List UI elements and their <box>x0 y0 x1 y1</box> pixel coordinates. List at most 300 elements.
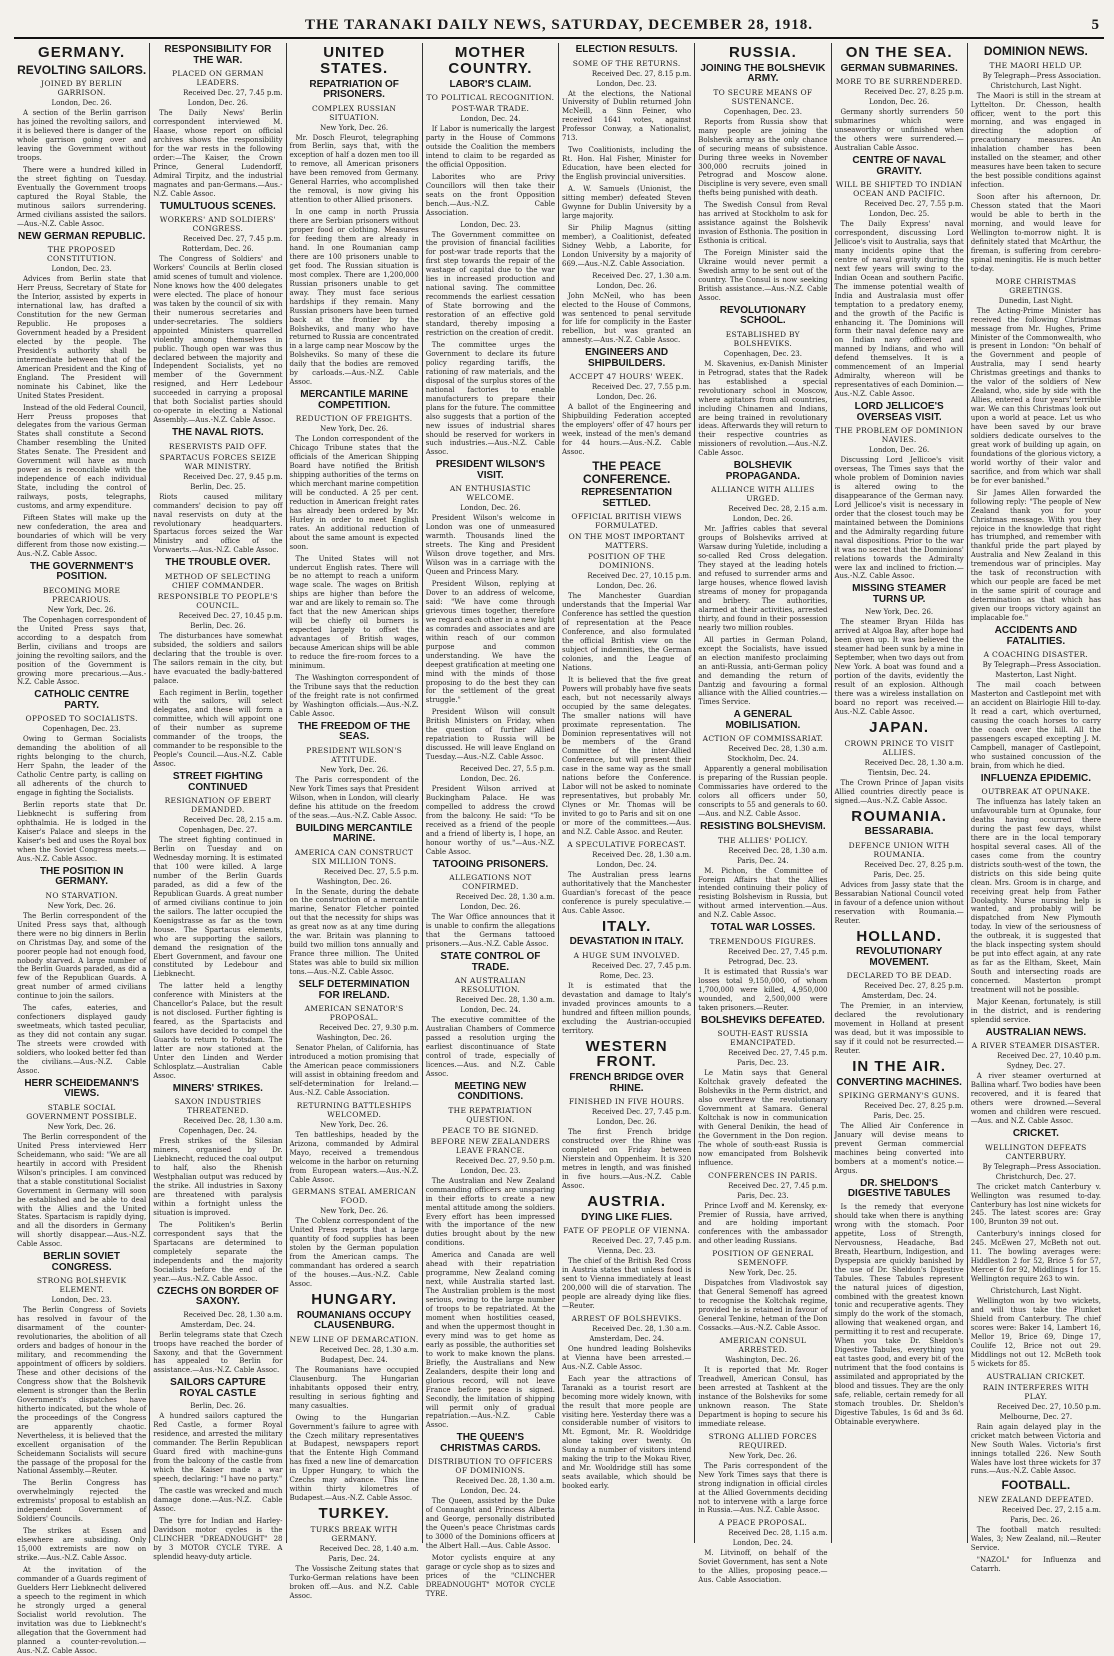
article-paragraph: "NAZOL" for Influenza and Catarrh. <box>970 1555 1101 1573</box>
dateline: London, Dec. 25. <box>868 210 930 219</box>
headline: THE PEACE CONFERENCE. <box>582 459 671 486</box>
article-paragraph: The Copenhagen correspondent of the United Press says that, according to a despatch from Berlin, civilians and troops are joining the revolting sailors, and the position of the Government is growing more precarious.—Aus.-N.Z. Cable Assoc. <box>17 615 147 687</box>
dateline: New York, Dec. 26. <box>320 1207 389 1216</box>
received-line: Received Dec. 27, 9.45 p.m. <box>183 472 283 481</box>
dateline: Paris, Dec. 25. <box>873 1112 925 1121</box>
column-6 <box>695 43 831 1585</box>
article-paragraph: Reports from Russia show that many people are joining the Bolshevik army as the only chance of securing means of subsistence. During three weeks in November 300,000 recruits joined in Petrograd and Moscow alone. Discipline is very severe, even small thefts being punished with death. <box>698 117 828 198</box>
subheadline: COMPLEX RUSSIAN SITUATION. <box>311 103 397 122</box>
headline: BERLIN SOVIET CONGRESS. <box>43 1251 120 1273</box>
subheadline: ESTABLISHED BY BOLSHEVIKS. <box>725 329 800 348</box>
received-line: Received Dec. 28, 1.30 a.m. <box>455 893 555 902</box>
subheadline: RESIGNATION OF EBERT DEMANDED. <box>164 796 272 815</box>
article-paragraph: At the elections, the National University of Dublin returned John McNeill, a Sinn Feiner, who received 1641 votes, against Professor Conway, a Nationalist, 713. <box>562 89 692 143</box>
headline: BOLSHEVIK PROPAGANDA. <box>725 460 800 482</box>
subheadline: ON THE MOST IMPORTANT MATTERS. <box>568 532 685 551</box>
dateline: Petrograd, Dec. 23. <box>728 957 798 966</box>
received-line: Received Dec. 27, 8.15 p.m. <box>591 69 692 78</box>
article-paragraph: M. Pichon, the Committee of Foreign Affairs that the Allies intended continuing their policy of resisting Bolshevism in Russia, but without armed intervention.—Aus. and N.Z. Cable Assoc. <box>698 866 828 920</box>
received-line: Received Dec. 28, 1.30 a.m. <box>455 996 555 1005</box>
received-line: Received Dec. 28, 1.30 a.m. <box>728 846 828 855</box>
dateline: Washington, Dec. 26. <box>316 877 392 886</box>
received-line: Received Dec. 27, 1.30 a.m. <box>592 271 692 280</box>
dateline: Amsterdam, Dec. 24. <box>589 1334 664 1343</box>
article-paragraph: Owing to German Socialists demanding the abolition of all rights belonging to the church, Herr Spahn, the leader of the Catholic Centre party, is calling on all adherents of the church to engage in fighting the Socialists. <box>17 735 147 798</box>
headline: STREET FIGHTING CONTINUED <box>172 771 263 793</box>
article-paragraph: Laborites who are Privy Councillors will then take their seats on the front Opposition bench.—Aus.-N.Z. Cable Association. <box>425 172 555 217</box>
subheadline: NEW LINE OF DEMARCATION. <box>289 1334 419 1344</box>
subheadline: SPIKING GERMANY'S GUNS. <box>838 1091 960 1101</box>
dateline: London, Dec. 24. <box>732 1539 794 1548</box>
article-paragraph: The steamer Bryan Hilda has arrived at Algoa Bay, after hope had been given up. It was believed the steamer had been sunk by a mine in September, when two days out from New York. A boat was found and a portion of the davits, evidently the result of an explosion. Although there was a wireless installation on board no report was received.—Aus.-N.Z. Cable Assoc. <box>834 618 964 716</box>
subheadline: AUSTRALIAN CRICKET. <box>986 1371 1086 1381</box>
article-paragraph: The Crown Prince of Japan visits Allied countries directly peace is signed.—Aus.-N.Z. Cable Assoc. <box>834 778 964 805</box>
subheadline: MORE CHRISTMAS GREETINGS. <box>995 276 1077 295</box>
article-paragraph: The Queen, assisted by the Duke of Connaught and Princess Alberta and George, personally distributed the Queen's peace Christmas cards to 3000 of the Dominions officers at the Albert Hall.—Aus. Cable Assoc. <box>425 1497 555 1551</box>
article-paragraph: The Congress of Soldiers' and Workers' Councils at Berlin closed amid scenes of tumult and violence. None knows how the 400 delegates were elected. The place of honour was taken by the council of six with their numerous secretaries and under-secretaries. The soldiers appointed Ministers quarrelled violently among themselves in public. Though open war was thus declared between the majority and Independent Socialists, yet no member of the Government resigned, and Herr Ledebour succeeded in carrying a proposal that both Socialist parties should co-operate in electing a National Assembly.—Aus.-N.Z. Cable Assoc. <box>153 255 283 425</box>
article-paragraph: Mr. Jaffries cables that several groups of Bolsheviks arrived at Warsaw during Yuletide, including a so-called Red Cross delegation. They stayed at the leading hotels and refused to surrender arms and large houses, whence flowed lavish streams of money for propaganda and bribery. The authorities, alarmed at their activities, arrested thirty, and found in their possession nearly two million roubles. <box>698 525 828 632</box>
headline: SAILORS CAPTURE ROYAL CASTLE <box>170 1377 266 1399</box>
article-paragraph: In the Senate, during the debate on the construction of a mercantile marine, Senator Fletcher pointed out that the necessity for ships was as great now as at any time during the war. Britain was planning to build two million tons annually and France three million. The United States was able to build six million tons.—Aus.-N.Z. Cable Assoc. <box>289 887 419 977</box>
article-paragraph: The War Office announces that it is unable to confirm the allegations that the Germans tattooed prisoners.—Aus.-N.Z. Cable Assoc. <box>425 913 555 949</box>
dateline: Masterton, Last Night. <box>995 671 1077 680</box>
subheadline: TREMENDOUS FIGURES. <box>709 936 817 946</box>
headline: MOTHER COUNTRY. <box>448 44 533 77</box>
subheadline: AN ENTHUSIASTIC WELCOME. <box>449 484 531 503</box>
dateline: London, Dec. 26. <box>460 504 521 513</box>
dateline: Vienna, Dec. 23. <box>597 1247 656 1256</box>
headline: REPRESENTATION SETTLED. <box>581 487 672 509</box>
headline: THE QUEEN'S CHRISTMAS CARDS. <box>440 1432 541 1454</box>
dateline: Amsterdam, Dec. 24. <box>861 992 937 1001</box>
article-paragraph: Advices from Berlin state that Herr Preuss, Secretary of State for the Interior, assisted by experts in international law, has drafted a Constitution for the new German Republic. He proposes a Government headed by a President elected by the people. The President's authority shall be intermediate between that of the American President and the King of England. The President will nominate his Cabinet, like the United States President. <box>17 275 147 400</box>
received-line: Received Dec. 28, 1.30 a.m. <box>592 1324 692 1333</box>
subheadline: OUTBREAK AT OPUNAKE. <box>981 787 1091 797</box>
received-line: Received Dec. 28, 1.30 a.m. <box>864 758 964 767</box>
dateline: Christchurch, Last Night. <box>990 81 1082 90</box>
dateline: London, Dec. 23. <box>51 1296 112 1305</box>
subheadline: AN AUSTRALIAN RESOLUTION. <box>454 976 526 995</box>
dateline: Paris, Dec. 24. <box>737 856 789 865</box>
article-paragraph: Senator Phelan, of California, has introduced a motion promising that the American peace commissioners will assist in obtaining freedom and self-determination for Ireland.—Aus.-N.Z. Cable Association. <box>289 1044 419 1097</box>
article-paragraph: Mr. Dosch Fleurot, telegraphing from Berlin, says that, with the exception of half a dozen men too ill to remove, all American prisoners have been removed from Germany. General Harries, who accomplished the removal, is now giving his attention to other Allied prisoners. <box>289 133 419 205</box>
headline: THE TROUBLE OVER. <box>165 557 271 569</box>
headline: JOINING THE BOLSHEVIK ARMY. <box>700 62 826 85</box>
article-paragraph: The Premier, in an interview, declared the revolutionary movement in Holland at present was dead, but it was impossible to say if it could not be resurrected.—Reuter. <box>834 1002 964 1056</box>
article-paragraph: It is estimated that the devastation and damage to Italy's invaded provinces amounts to a hundred and fifteen million pounds, excluding the Austrian-occupied territory. <box>562 981 692 1035</box>
dateline: Rotterdam, Dec. 26. <box>182 245 254 254</box>
dateline: Amsterdam, Dec. 24. <box>180 1320 256 1329</box>
article-paragraph: There were a hundred killed in the street fighting on Tuesday. Eventually the Government troops captured the Royal Stable, the mutinous sailors surrendering. Armed civilians assisted the sailors.—Aus.-N.Z. Cable Assoc. <box>17 166 147 228</box>
article-paragraph: America and Canada are well ahead with their repatriation programme, New Zealand coming next, while Australia started last. The Australian problem is the most serious, owing to the large number of troops to be repatriated. At the moment when hostilities ceased, and when the uppermost thought in every mind was to get home as early as possible, the authorities set to work to make known the plans. Briefly, the Australians and New Zealanders, despite their long and glorious record, will not leave France before peace is signed. Secondly, the limitation of shipping will permit only of gradual repatriation.—Aus.-N.Z. Cable Assoc. <box>425 1251 555 1430</box>
article-paragraph: The Roumanians have occupied Clausenburg. The Hungarian inhabitants opposed their entry, resulting in serious fighting and many casualties. <box>289 1365 419 1410</box>
article-paragraph: Ten battleships, headed by the Arizona, commanded by Admiral Mayo, received a tremendous welcome in the harbor on returning from European waters.—Aus.-N.Z. Cable Assoc. <box>289 1130 419 1184</box>
dateline: London, Dec. 26. <box>732 515 794 524</box>
headline: THE FREEDOM OF THE SEAS. <box>298 720 411 743</box>
headline: RESPONSIBILITY FOR THE WAR. <box>164 44 272 66</box>
article-paragraph: Dispatches from Vladivostok say that General Semenoff has agreed to recognise the Koltchak regime, provided he is retained in favour of General Tenkine, hetman of the Don Cossacks.—Aus.-N.Z. Cable Assoc. <box>698 1279 828 1333</box>
article-paragraph: The Allied Air Conference in January will devise means to prevent German commercial machines being converted into bombers at a moment's notice.—Argus. <box>834 1122 964 1176</box>
article-paragraph: In one camp in north Prussia there are Serbian prisoners without proper food or clothing. Measures for feeding them are already in hand. In one Roumanian camp there are 100 prisoners unable to get food. The Russian situation is most complex. There are 1,200,000 Russian prisoners unable to get away. They must face serious hardships if they remain. Many Russian prisoners have been turned back at the frontier by the Bolsheviks, and many who have returned to Russia are concentrated in a large camp near Moscow by the Bolsheviks. So many of these die daily that the bodies are removed by carloads.—Aus.-N.Z. Cable Assoc. <box>289 208 419 387</box>
subheadline: SOUTH-EAST RUSSIA EMANCIPATED. <box>717 1029 809 1048</box>
article-paragraph: Germany shortly surrenders 50 submarines which were unseaworthy or unfinished when the others were surrendered.—Australian Cable Assoc. <box>834 108 964 153</box>
headline: FOOTBALL. <box>1001 1478 1071 1493</box>
article-paragraph: Le Matin says that General Koltchak gravely defeated the Bolsheviks in the Perm district, and also overthrew the revolutionary Government at Samara. General Koltchak is now in communication with General Denikin, the head of the Government in the Don region. The whole of south-east Russia is now emancipated from Bolshevik influence. <box>698 1069 828 1167</box>
dateline: London, Dec. 26. <box>460 775 521 784</box>
headline: TATOOING PRISONERS. <box>432 858 549 870</box>
subheadline: AMERICAN SENATOR'S PROPOSAL. <box>304 1004 404 1023</box>
article-paragraph: It is reported that Mr. Roger Treadwell, American Consul, has been arrested at Tashkent at the instance of the Bolsheviks for some unknown reason. The State Department is hoping to secure his immediate release. <box>698 1366 828 1428</box>
dateline: Paris, Dec. 25. <box>873 870 925 879</box>
article-paragraph: President Wilson's welcome in London was one of unmeasured warmth. Thousands lined the streets. The King and President Wilson drove together, and Mrs. Wilson was in a carriage with the Queen and Princess Mary. <box>425 514 555 577</box>
headline: DEVASTATION IN ITALY. <box>569 936 684 948</box>
received-line: Received Dec. 28, 1.30 a.m. <box>592 850 692 859</box>
article-paragraph: Two Coalitionists, including the Rt. Hon. Hal Fisher, Minister for Education, have been elected for the English provincial universities. <box>562 146 692 182</box>
received-line: Received Dec. 27, 8.25 p.m. <box>864 1102 964 1111</box>
article-paragraph: President Wilson, replying at Dover to an address of welcome, said: "We have come through grievous times together, therefore we regard each other in a new light as comrades and associates and are within reach of our common purpose and common understanding. We have the deepest gratification at meeting one mind with the minds of those proposing to do the best they can for the settlement of the great struggle." <box>425 580 555 705</box>
article-paragraph: Each regiment in Berlin, together with the sailors, will select delegates, and these will form a committee, which will appoint one of their number as supreme commander of the troops, the commander to be responsible to the People's Council.—Aus.-N.Z. Cable Assoc. <box>153 688 283 769</box>
dateline: New York, Dec. 26. <box>47 1122 116 1131</box>
received-line: Received Dec. 27, 9.50 p.m. <box>455 1156 555 1165</box>
subheadline: THE REPATRIATION QUESTION. <box>448 1105 533 1124</box>
article-paragraph: The tyre for Indian and Harley-Davidson motor cycles is the CLINCHER "DREADNOUGHT" 28 by 3 MOTOR CYCLE TYRE. A splendid heavy-duty article. <box>153 1516 283 1561</box>
received-line: Received Dec. 28, 1.30 a.m. <box>455 1477 555 1486</box>
article-paragraph: Rain again delayed play in the cricket match between Victoria and New South Wales. Victoria's first innings totalled 226. New South Wales have lost three wickets for 37 runs.—Aus.-N.Z. Cable Assoc. <box>970 1422 1101 1476</box>
subheadline: A SPECULATIVE FORECAST. <box>567 839 686 849</box>
headline: CZECHS ON BORDER OF SAXONY. <box>157 1285 279 1308</box>
dateline: Copenhagen, Dec. 27. <box>178 826 257 835</box>
subheadline: WORKERS' AND SOLDIERS' CONGRESS. <box>159 215 277 234</box>
article-paragraph: The football match resulted: Wales, 3; New Zealand, nil.—Reuter Service. <box>970 1526 1101 1552</box>
article-paragraph: The Paris correspondent of the New York Times says that there is strong indignation in official circles at the Allied Governments deciding not to intervene with a large force in Russia.—Aus. N.Z. Cable Assoc. <box>698 1461 828 1515</box>
article-paragraph: The Daily Express' naval correspondent, discussing Lord Jellicoe's visit to Australia, says that many incidents opine that the centre of naval gravity during the next few years will swing to the Indian Ocean and southern Pacific. The immense potential wealth of India and Australasia must offer temptation to a predatory enemy, and the growth of the Pacific is enhancing it. The Dominions will form their naval defence navy are on Indian navy officered and manned by Indians, and who will defend themselves. It is a commencement of an Imperial Admiralty, whereon will be representatives of each Dominion.—Aus.-N.Z. Cable Assoc. <box>834 220 964 399</box>
article-paragraph: Berlin telegrams state that Czech troops have reached the border of Saxony, and that the Government has appealed to Berlin for assistance.—Aus.-N.Z. Cable Assoc. <box>153 1330 283 1375</box>
column-1 <box>14 43 150 1655</box>
subheadline: SPARTACUS FORCES SEIZE WAR MINISTRY. <box>159 452 277 471</box>
article-paragraph: The influenza has lately taken an unfavourable turn at Opunake, four deaths having occurred there during the past few days, whilst there are in the local temporary hospital several cases. All of the cases come from the country districts south-west of the town, the districts on this side being quite clean. Mrs. Groom is in charge, and receiving great help from Father Doolaghty. Nurse nursing help is wanted, and probably will be dispatched from New Plymouth today. In view of the seriousness of the outbreak, it is suggested that the black inspecting system should be put into effect again, at any rate as far as the Eltham, Skeet, Main South and intersecting roads are concerned. Masterton prompt treatment will not be possible. <box>970 798 1101 995</box>
received-line: Received Dec. 28, 1.30 a.m. <box>319 1345 419 1354</box>
article-paragraph: The Foreign Minister said the Ukraine would never permit a Swedish army to be sent out of the country. The Consul is now seeking British assistance.—Aus.-N.Z. Cable Assoc. <box>698 249 828 302</box>
subheadline: FINISHED IN FIVE HOURS. <box>568 1097 685 1107</box>
headline: CENTRE OF NAVAL GRAVITY. <box>852 155 946 177</box>
article-paragraph: The Washington correspondent of the Tribune says that the reduction of the freight rate is not confirmed by Washington officials.—Aus.-N.Z. Cable Assoc. <box>289 673 419 718</box>
subheadline: AMERICA CAN CONSTRUCT SIX MILLION TONS. <box>294 847 414 866</box>
received-line: Received Dec. 28, 2.15 a.m. <box>728 505 828 514</box>
headline: TOTAL WAR LOSSES. <box>710 922 816 934</box>
subheadline: DECLARED TO BE DEAD. <box>846 971 952 981</box>
subheadline: A HUGE SUM INVOLVED. <box>573 950 680 960</box>
dateline: Berlin, Dec. 25. <box>190 482 246 491</box>
received-line: Received Dec. 27, 7.45 p.m. <box>591 961 692 970</box>
headline: FRENCH BRIDGE OVER RHINE. <box>569 1072 684 1094</box>
dateline: New York, Dec. 26. <box>320 1120 389 1129</box>
headline: ELECTION RESULTS. <box>575 44 678 55</box>
subheadline: OFFICIAL BRITISH VIEWS FORMULATED. <box>571 512 682 531</box>
dateline: Berlin, Dec. 26. <box>190 1402 246 1411</box>
article-paragraph: President Wilson will consult British Ministers on Friday, when the question of further Allied repatriation to Russia will be discussed. He will leave England on Tuesday.—Aus.-N.Z. Cable Assoc. <box>425 708 555 762</box>
dateline: London, Dec. 26. <box>596 582 657 591</box>
subheadline: PLACED ON GERMAN LEADERS. <box>172 69 264 87</box>
dateline: New York, Dec. 26. <box>320 765 389 774</box>
dateline: Berlin, Dec. 26. <box>190 621 246 630</box>
article-paragraph: John McNeil, who has been elected to the House of Commons, was sentenced to penal servitude for life for complicity in the Easter rebellion, but was granted an amnesty.—Aus.-N.Z. Cable Assoc. <box>562 291 692 345</box>
article-paragraph: Instead of the old Federal Council, Herr Preuss proposes that delegates from the various German States shall constitute a Second Chamber resembling the United States Senate. The President and Government will have as much power as is reconcilable with the independence of each individual State, including the control of railways, posts, telegraphs, customs, and army expenditure. <box>17 403 147 511</box>
dateline: New York, Dec. 25. <box>728 1269 797 1278</box>
article-paragraph: The Vossische Zeitung states that Turko-German relations have been broken off.—Aus. and N.Z. Cable Assoc. <box>289 1564 419 1600</box>
subheadline: JOINED BY BERLIN GARRISON. <box>41 79 123 98</box>
dateline: London, Dec. 26. <box>460 903 521 912</box>
subheadline: TO SECURE MEANS OF SUSTENANCE. <box>713 87 813 106</box>
dateline: Melbourne, Dec. 27. <box>999 1412 1073 1421</box>
article-paragraph: The Paris correspondent of the New York Times says that President Wilson, when in London, will clearly define his attitude on the freedom of the seas.—Aus.-N.Z. Cable Assoc. <box>289 775 419 820</box>
article-paragraph: The street fighting continued in Berlin on Tuesday and on Wednesday morning. It is estimated that 100 were killed. A large number of the Berlin Guards paraded, as did a few of the Republican Guards. A great number of armed civilians continue to join the sailors. The latter occupied the Koenigstrasse as far as the town house. The Spartacus elements, who are supporting the sailors, demand the resignation of the Ebert Government, and favour one constituted by Ledebour and Liebknecht. <box>153 836 283 979</box>
article-paragraph: Soon after his afternoon, Dr. Chesson stated that the Maori would be able to berth in the morning, and would leave for Wellington to-morrow night. It is definitely stated that McArthur, the fireman, is suffering from cerebro-spinal meningitis. He is much better to-day. <box>970 193 1101 273</box>
headline: ON THE SEA. <box>845 44 953 61</box>
article-paragraph: M. Litvinoff, on behalf of the Soviet Government, has sent a Note to the Allies, proposing peace.—Aus. Cable Association. <box>698 1549 828 1585</box>
subheadline: A COACHING DISASTER. <box>983 650 1089 660</box>
article-paragraph: The London correspondent of the Chicago Tribune states that the officials of the American Shipping Board have notified the British shipping authorities of the terms on which merchant marine competition will be conducted. A 25 per cent. reduction in American freight rates has already been ordered by Mr. Hurley in order to meet English rates. An additional reduction of about the same amount is expected soon. <box>289 435 419 551</box>
dateline: Stockholm, Dec. 24. <box>727 755 799 764</box>
dateline: Washington, Dec. 26. <box>316 1034 392 1043</box>
subheadline: FATE OF PEOPLE OF VIENNA. <box>563 1226 690 1236</box>
subheadline: A RIVER STEAMER DISASTER. <box>971 1041 1100 1051</box>
dateline: London, Dec. 23. <box>460 220 521 229</box>
headline: GERMANY. <box>38 44 126 61</box>
headline: HERR SCHEIDEMANN'S VIEWS. <box>24 1077 139 1100</box>
article-paragraph: Discussing Lord Jellicoe's visit overseas, The Times says that the whole problem of Dominion navies is altered owing to the disappearance of the German navy. Lord Jellicoe's visit is necessary in order that the closest touch may be maintained between the Dominions and the Admiralty regarding future naval dispositions. Prior to the war it was no secret that the Dominions' relations towards the Admiralty were lax and inclined to friction.—Aus.-N.Z. Cable Assoc. <box>834 456 964 581</box>
subheadline: TURKS BREAK WITH GERMANY. <box>310 1524 398 1543</box>
article-paragraph: The disturbances have somewhat subsided, the soldiers and sailors declaring that the trouble is over. The sailors remain in the city, but have evacuated the badly-battered palace. <box>153 631 283 685</box>
dateline: Paris, Dec. 23. <box>737 1191 789 1200</box>
article-paragraph: Sir James Allen forwarded the following reply: "The people of New Zealand thank you for your Christmas message. With you they rejoice in the knowledge that right has triumphed, and remember with thankful pride the part played by Australia and New Zealand in this tremendous war of principles. May the task of reconstruction with which our people are faced be met in the same spirit of courage and determination as that which has given our troops victory against an implacable foe." <box>970 488 1101 623</box>
column-7 <box>832 43 968 1543</box>
dateline: Copenhagen, Dec. 24. <box>178 1127 257 1136</box>
headline: NEW GERMAN REPUBLIC. <box>18 230 146 242</box>
subheadline: NO STARVATION. <box>45 890 118 900</box>
dateline: Dunedin, Last Night. <box>998 296 1074 305</box>
headline: JAPAN. <box>869 718 930 736</box>
article-paragraph: The committee urges the Government to declare its future policy regarding tariffs, the rationing of raw materials, and the disposal of the surplus stores of the national factories to enable manufacturers to prepare their plans for the future. The committee also suggests that a portion of the new issues of industrial shares should be reserved for workers in such industries.—Aus.-N.Z. Cable Assoc. <box>425 340 555 457</box>
subheadline: PEACE TO BE SIGNED. <box>442 1125 539 1135</box>
received-line: Received Dec. 27, 10.40 p.m. <box>997 1052 1101 1061</box>
article-paragraph: The Swedish Consul from Reval has arrived at Stockholm to ask for assistance against the Bolshevik invasion of Esthonia. The position in Esthonia is critical. <box>698 201 828 246</box>
subheadline: TO POLITICAL RECOGNITION. <box>426 93 555 102</box>
dateline: London, Dec. 26. <box>596 1118 657 1127</box>
headline: MISSING STEAMER TURNS UP. <box>852 583 947 605</box>
dateline: Budapest, Dec. 24. <box>320 1355 388 1364</box>
subheadline: STABLE SOCIAL GOVERNMENT POSSIBLE. <box>26 1102 138 1121</box>
headline: CRICKET. <box>1012 1128 1059 1140</box>
dateline: London, Dec. 26. <box>187 99 249 107</box>
subheadline: CONFERENCES IN PARIS. <box>708 1170 818 1180</box>
received-line: By Telegraph—Press Association. <box>982 71 1101 80</box>
received-line: By Telegraph—Press Association. <box>982 1162 1101 1171</box>
article-paragraph: It is estimated that Russia's war losses total 9,150,000, of whom 1,700,000 were killed, 4,950,000 wounded, and 2,500,000 were taken prisoners.—Reuter. <box>698 967 828 1012</box>
article-paragraph: The Berlin Congress has overwhelmingly rejected the extremists' proposal to establish an independent Government of Soldiers' Councils. <box>17 1479 147 1524</box>
received-line: Received Dec. 27, 7.45 p.m. <box>591 1108 692 1117</box>
dateline: Copenhagen, Dec. 23. <box>723 107 802 116</box>
article-paragraph: The castle was wrecked and much damage done.—Aus.-N.Z. Cable Assoc. <box>153 1486 283 1513</box>
dateline: Christchurch, Last Night. <box>990 1287 1082 1296</box>
subheadline: RETURNING BATTLESHIPS WELCOMED. <box>296 1100 412 1119</box>
article-paragraph: Motor cyclists enquire at any garage or cycle shop as to sizes and prices of the "CLINCHER DREADNOUGHT" MOTOR CYCLE TYRE. <box>425 1554 555 1598</box>
article-paragraph: Fifteen States will make up the new confederation, the area and boundaries of which will be very different from those now existing.—Aus.-N.Z. Cable Assoc. <box>17 514 147 558</box>
dateline: Paris, Dec. 26. <box>1010 1516 1062 1525</box>
article-paragraph: At the invitation of the commander of a Guards regiment of Guelders Herr Liebknecht delivered a speech to the regiment in which he strongly urged a general Socialist world revolution. The invitation was due to Liebknecht's allegation that the Government had planned a counter-revolution.—Aus.-N.Z. Cable Assoc. <box>17 1565 147 1655</box>
headline: BUILDING MERCANTILE MARINE. <box>295 822 413 844</box>
headline: ROUMANIA. <box>851 807 947 825</box>
subheadline: PRESIDENT WILSON'S ATTITUDE. <box>306 745 403 764</box>
subheadline: STRONG ALLIED FORCES REQUIRED. <box>708 1431 818 1450</box>
headline: REVOLUTIONARY SCHOOL. <box>719 304 807 327</box>
column-8 <box>968 43 1104 1573</box>
subheadline: MORE TO BE SURRENDERED. <box>835 77 963 87</box>
article-paragraph: The Berlin correspondent of the United Press interviewed Herr Scheidemann, who said: "We are all heartily in accord with President Wilson's principles. I am convinced that a stable constitutional Socialist Government in Germany will soon be established and be able to deal with the Allies and the United States. Spartacism is rapidly dying, and all the disorders in Germany will shortly disappear.—Aus.-N.Z. Cable Assoc. <box>17 1132 147 1249</box>
headline: THE POSITION IN GERMANY. <box>39 865 124 888</box>
article-paragraph: The strikes at Essen and elsewhere are subsiding. Only 15,000 extremists are now on strike.—Aus.-N.Z. Cable Assoc. <box>17 1527 147 1563</box>
dateline: Tientsin, Dec. 24. <box>867 768 931 777</box>
headline: DR. SHELDON'S DIGESTIVE TABULES <box>847 1177 951 1200</box>
headline: UNITED STATES. <box>320 44 389 77</box>
dateline: London, Dec. 24. <box>596 860 657 869</box>
article-paragraph: A section of the Berlin garrison has joined the revolting sailors, and it is believed there is danger of the whole garrison going over and leaving the Government without troops. <box>17 109 147 163</box>
headline: IN THE AIR. <box>852 1058 947 1075</box>
subheadline: BECOMING MORE PRECARIOUS. <box>42 585 121 604</box>
article-paragraph: Owing to the Hungarian Government's failure to agree with the Czech military representatives at Budapest, newspapers report that the Entente High Command has fixed a new line of demarcation in Upper Hungary, to which the Czechs may advance. This line within thirty kilometres of Budapest.—Aus.-N.Z. Cable Assoc. <box>289 1413 419 1503</box>
dateline: New York, Dec. 26. <box>320 425 389 434</box>
headline: THE GOVERNMENT'S POSITION. <box>29 560 134 583</box>
received-line: Received Dec. 27, 8.25 p.m. <box>864 982 964 991</box>
dateline: Rome, Dec. 23. <box>599 971 654 980</box>
headline: A GENERAL MOBILISATION. <box>725 709 801 731</box>
article-paragraph: Berlin reports state that Dr. Liebknecht is suffering from ophthalmia. He is lodged in the Kaiser's Palace and sleeps in the Kaiser's bed and uses the Royal box when the Soviet Congress meets.—Aus.-N.Z. Cable Assoc. <box>17 801 147 863</box>
article-paragraph: Major Keenan, fortunately, is still in the district, and is rendering splendid service. <box>970 998 1101 1024</box>
dateline: London, Dec. 26. <box>868 98 930 107</box>
article-paragraph: The Maori is still in the stream at Lyttelton. Dr. Chesson, health officer, went to the port this morning, and was engaged in directing the adoption of precautionary measures. An inhalation chamber has been installed on the steamer, and other measures have been taken to secure the best possible conditions against infection. <box>970 91 1101 190</box>
received-line: Received Dec. 28, 1.30 a.m. <box>728 745 828 754</box>
dateline: London, Dec. 24. <box>460 115 521 123</box>
headline: RUSSIA. <box>728 44 797 61</box>
article-paragraph: The Daily News' Berlin correspondent interviewed M. Haase, whose report on official archives shows the responsibility for the war rests in the following order:—The Kaiser, the Crown Prince, General Ludendorff, Admiral Tirpitz, and the industrial magnates and pan-Germans.—Aus.-N.Z. Cable Assoc. <box>153 109 283 198</box>
dateline: New York, Dec. 26. <box>728 1451 797 1460</box>
received-line: Received Dec. 28, 1.40 a.m. <box>319 1544 419 1553</box>
subheadline: ALLIANCE WITH ALLIES URGED. <box>711 485 815 504</box>
article-paragraph: The latter held a lengthy conference with Ministers at the Chancellor's Palace, but the result is not disclosed. Further fighting is feared, as the Spartacists and sailors have decided to compel the Guards to return to Potsdam. The latter are now stationed at the Unter den Linden and Werder Schlosplatz.—Australian Cable Assoc. <box>153 982 283 1080</box>
dateline: London, Dec. 26. <box>868 446 930 455</box>
article-paragraph: President Wilson arrived at Buckingham Palace. He was compelled to address the crowd from the balcony. He said: "To be received as a friend of the people and a friend of liberty is, I hope, an honour worthy of us."—Aus.-N.Z. Cable Assoc. <box>425 785 555 856</box>
subheadline: METHOD OF SELECTING CHIEF COMMANDER. <box>164 571 271 590</box>
received-line: Received Dec. 27, 5.5 p.m. <box>460 765 555 774</box>
masthead <box>14 8 1104 39</box>
headline: TUMULTUOUS SCENES. <box>159 200 276 212</box>
headline: CONVERTING MACHINES. <box>836 1076 962 1088</box>
received-line: Received Dec. 28, 1.30 a.m. <box>183 1310 283 1319</box>
received-line: Received Dec. 27, 7.55 p.m. <box>591 383 692 392</box>
headline: SELF DETERMINATION FOR IRELAND. <box>298 979 410 1001</box>
subheadline: POSITION OF THE DOMINIONS. <box>587 552 666 571</box>
article-paragraph: Prince Lvoff and M. Kerensky, ex-Premier of Russia, have arrived, and are holding important conferences with the ambassador and other leading Russians. <box>698 1201 828 1246</box>
article-paragraph: The Australian press learns authoritatively that the Manchester Guardian's forecast of the peace conference is purely speculative.—Aus. Cable Assoc. <box>562 870 692 915</box>
article-paragraph: A ballot of the Engineering and Shipbuilding Federation accepted the employers' offer of 47 hours per week, instead of the men's demand for 44 hours.—Aus.-N.Z. Cable Assoc. <box>562 403 692 457</box>
article-paragraph: The executive committee of the Australian Chambers of Commerce passed a resolution urging the earliest discontinuance of State control of trade, especially of licences.—Aus. and N.Z. Cable Assoc. <box>425 1016 555 1078</box>
article-paragraph: Advices from Jassy state that the Bessarabian National Council voted in favour of a defence union without reservation with Roumania.—Reuter. <box>834 880 964 925</box>
subheadline: BEFORE NEW ZEALANDERS LEAVE FRANCE. <box>430 1136 551 1155</box>
headline: BOLSHEVIKS DEFEATED. <box>701 1014 825 1026</box>
article-paragraph: The cafes, eateries, and confectioners displayed gaudy sweetmeats, which tasted peculiar, as they did not contain any sugar. The streets were crowded with soldiers, who looked better fed than the civilians.—Aus.-N.Z. Cable Assoc. <box>17 1004 147 1075</box>
dateline: London, Dec. 23. <box>460 1166 521 1175</box>
subheadline: STRONG BOLSHEVIK ELEMENT. <box>36 1276 127 1295</box>
subheadline: NEW ZEALAND DEFEATED. <box>978 1495 1094 1505</box>
headline: DYING LIKE FLIES. <box>581 1211 673 1223</box>
received-line: Received Dec. 27, 2.15 a.m. <box>1001 1506 1101 1515</box>
subheadline: RAIN INTERFERES WITH PLAY. <box>982 1382 1089 1401</box>
article-paragraph: M. Skavenius, ex-Danish Minister in Petrograd, states that the Radek has established a special revolutionary school in Moscow, where agitators from all countries, including Chinamen and Indians, are being trained in revolutionary ideas. Afterwards they will return to their respective countries as missioners of revolution.—Aus.-N.Z. Cable Assoc. <box>698 359 828 458</box>
article-paragraph: The Government committee on the provision of financial facilities for post-war trade reports that the first step towards the repair of the wastage of capital due to the war lies in increased production and national saving. The committee recommends the earliest cessation of State borrowing and the restoration of an effective gold standard, thereby imposing a restriction on the creation of credit. <box>425 230 555 338</box>
dateline: London, Dec. 26. <box>596 281 657 290</box>
headline: TURKEY. <box>318 1505 390 1523</box>
article-paragraph: The Berlin correspondent of the United Press says that, although there were no big dinners in Berlin on Christmas Day, and some of the poorer people had not enough food, nobody starved. A large number of the Berlin Guards paraded, as did a few of the Republican Guards. A great number of armed civilians continue to join the sailors. <box>17 911 147 1001</box>
dateline: London, Dec. 26. <box>51 99 112 108</box>
article-paragraph: The Coblenz correspondent of the United Press reports that a large quantity of food supplies has been stolen by the German population from the American camps. The commandant has ordered a search of the houses.—Aus.-N.Z. Cable Assoc. <box>289 1217 419 1289</box>
article-paragraph: The Australian and New Zealand commanding officers are unsparing in their efforts to create a new mental attitude among the soldiers. Every effort has been impressed with the importance of the new duties brought about by the new conditions. <box>425 1176 555 1248</box>
masthead-page-number: 5 <box>1091 17 1100 33</box>
received-line: Received Dec. 27, 8.25 p.m. <box>864 88 964 97</box>
subheadline: RESERVISTS PAID OFF. <box>168 441 267 451</box>
received-line: Received Dec. 27, 5.5 p.m. <box>323 867 419 876</box>
dateline: Copenhagen, Dec. 23. <box>723 349 802 358</box>
headline: ENGINEERS AND SHIPBUILDERS. <box>585 347 669 369</box>
article-paragraph: The Politiken's Berlin correspondent says that the Spartacans are determined to completely separate the independents and the majority Socialists before the end of the year.—Aus.-N.Z. Cable Assoc. <box>153 1220 283 1283</box>
article-paragraph: Apparently a general mobilisation is preparing of the Russian people. Commissaries have ordered to the colors all officers under 50, conscripts to 55 and generals to 60.—Aus. and N.Z. Cable Assoc. <box>698 765 828 819</box>
dateline: Sydney, Dec. 27. <box>1006 1062 1066 1071</box>
headline: ROUMANIANS OCCUPY CLAUSENBURG. <box>296 1309 412 1332</box>
article-paragraph: If Labor is numerically the largest party in the House of Commons outside the Coalition the members intend to claim to be regarded as the official Opposition. <box>425 125 555 169</box>
received-line: Received Dec. 27, 7.45 p.m. <box>591 1237 692 1246</box>
subheadline: POST-WAR TRADE. <box>451 104 530 113</box>
received-line: Received Dec. 27, 7.45 p.m. <box>728 1181 828 1190</box>
headline: GERMAN SUBMARINES. <box>840 62 958 74</box>
article-paragraph: The cricket match Canterbury v. Wellington was resumed to-day. Canterbury has lost nine wickets for 245. The latest scores are: Gray 100, Brunton 39 not out. <box>970 1182 1101 1227</box>
subheadline: ARREST OF BOLSHEVIKS. <box>571 1313 682 1323</box>
article-paragraph: The chief of the British Red Cross in Austria states that unless food is sent to Vienna immediately at least 200,000 will die of starvation. The people are already dying like flies.—Reuter. <box>562 1257 692 1310</box>
article-paragraph: All parties in German Poland, except the Socialists, have issued an election manifesto proclaiming an anti-Russia, anti-German policy and demanding the return of Dantzig and favouring a formal alliance with the Allied countries.—Times Service. <box>698 635 828 707</box>
subheadline: THE ALLIES' POLICY. <box>718 835 808 845</box>
article-paragraph: Canterbury's innings closed for 245. McEwen 27, McBeth not out. 11. The bowling averages were: Hiddleston 2 for 52, Brice 5 for 57, Mercer 6 for 92, Middlings 1 for 15. Wellington require 263 to win. <box>970 1230 1101 1284</box>
received-line: Received Dec. 27, 7.45 p.m. <box>183 235 283 244</box>
article-paragraph: Each year the attractions of Taranaki as a tourist resort are becoming more widely known, with the result that more people are visiting here. Yesterday there was a considerable number of visitors to Mt. Egmont, Mr. R. Wooldridge alone taking over twenty. On Sunday a number of visitors intend making the trip to the Mokau River, and Mr. Wooldridge still has some seats available, which should be booked early. <box>562 1374 692 1491</box>
received-line: By Telegraph—Press Association. <box>982 661 1101 670</box>
subheadline: OPPOSED TO SOCIALISTS. <box>25 714 138 724</box>
subheadline: THE PROBLEM OF DOMINION NAVIES. <box>835 426 964 445</box>
dateline: London, Dec. 24. <box>460 1006 521 1015</box>
article-paragraph: A. W. Samuels (Unionist, the sitting member) defeated Steven Gwynne for Dublin University by a large majority. <box>562 185 692 220</box>
subheadline: DISTRIBUTION TO OFFICERS OF DOMINIONS. <box>427 1457 553 1476</box>
headline: MINERS' STRIKES. <box>172 1082 263 1094</box>
headline: RESISTING BOLSHEVISM. <box>700 821 826 833</box>
received-line: Received Dec. 27, 7.45 p.m. <box>728 1049 828 1058</box>
column-3 <box>287 43 423 1600</box>
received-line: Received Dec. 27, 10.45 p.m. <box>178 611 283 620</box>
dateline: Christchurch, Dec. 27. <box>995 1172 1077 1181</box>
article-paragraph: Wellington won by two wickets, and will thus take the Plunket Shield from Canterbury. The chief scores were: Baker 14, Lambert 16, Mellor 19, Brice 69, Dinge 17, Coulife 12, Brice not out 29. Middlings not out 12. McBeth took 5 wickets for 85. <box>970 1297 1101 1368</box>
subheadline: THE MAORI HELD UP. <box>989 60 1083 70</box>
headline: STATE CONTROL OF TRADE. <box>440 951 541 973</box>
headline: REVOLUTIONARY MOVEMENT. <box>855 946 943 968</box>
dateline: New York, Dec. 26. <box>320 123 389 132</box>
headline: MEETING NEW CONDITIONS. <box>454 1080 527 1103</box>
column-2 <box>150 43 286 1561</box>
subheadline: AMERICAN CONSUL ARRESTED. <box>719 1336 807 1355</box>
